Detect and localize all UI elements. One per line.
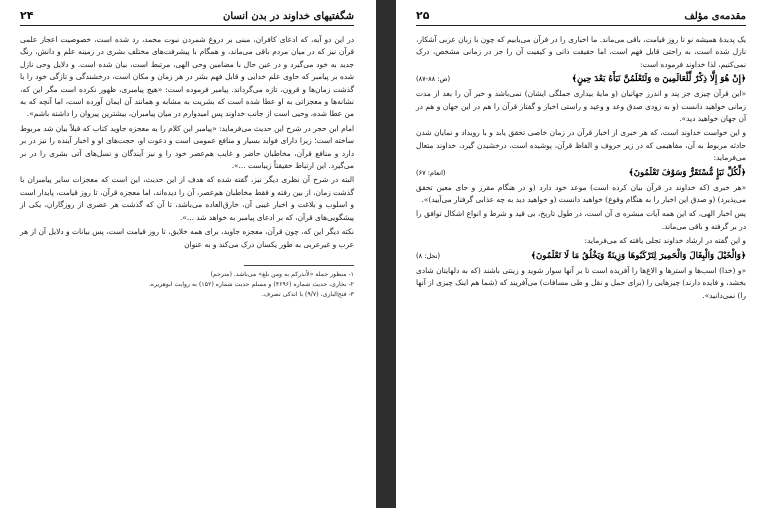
left-paragraph-4: نکته دیگر این که، چون قرآن، معجزه جاوید، برای همه خلایق، تا روز قیامت است، پس بیانات و دلایل آن از هر عرب و غیرعربی به طور یکسان درک می‌کند و به عنوان	[20, 227, 354, 249]
right-paragraph-5: پس اخبار الهی، که این همه آیات مبشره ی آن است، در طول تاریخ، بی قید و شرط و انواع اشکال توافق را در بر گرفته و باقی می‌ماند.	[416, 209, 746, 231]
right-page-number: ۲۵	[416, 9, 430, 22]
left-page	[0, 0, 376, 508]
footnote-2: ۲- بخاری، حدیث شماره (۴۶۹۶) و مسلم حدیث شماره (۱۵۲) به روایت ابوهریره.	[148, 280, 354, 288]
right-paragraph-1: یک پدیدهٔ همیشه نو تا روز قیامت، باقی می‌ماند. ما اخباری را در قرآن می‌یابیم که چون با زبان عربی آشکار، نازل شده است، به راحتی قابل فهم است، اما حقیقت ذاتی و کیفیت آن را جز در زمانی مشخص، درک نمی‌کنیم، لذا خداوند فرموده است:	[416, 35, 746, 69]
right-paragraph-2: «این قرآن چیزی جز پند و اندرز جهانیان (و مایهٔ بیداری جملگی ایشان) نمی‌باشد و خبر آن را بعد از مدت زمانی خواهید دانست (و به زودی صدق وعد و وعید و راستی اخبار و گفتار قرآن را هم در این جهان و هم در آن جهان خواهید دید».	[416, 89, 746, 124]
footnote-3: ۳- فتح‌الباری، (۹/۷) با اندکی تصرف.	[261, 290, 354, 298]
left-paragraph-3: البته در شرح آن نظری دیگر نیز، گفته شده که هدف از این حدیث، این است که معجزات سایر پیامبران با گذشت زمان، از بین رفته و فقط مخاطبان هم‌عصر، آن را دیده‌اند، اما معجزه قرآن، تا روز قیامت، پایدار است و اسلوب و بلاغت و اخبار غیبی آن، خارق‌العاده می‌باشد، تا آن که گذشت هر عصری از روزگاران، یکی از پیشگویی‌های قرآن، که بر ادعای پیامبر به خواهد شد ...».	[20, 175, 354, 222]
right-page	[396, 0, 768, 508]
footnote-1: ۱- منظور جمله «لاُنذرکم به ومن بلغ» می‌باشد. (مترجم)	[210, 270, 354, 278]
quran-verse-3	[416, 250, 746, 263]
verse-2-text: ﴿لِّكُلِّ نَبَإٍ مُّسْتَقَرٌّ وَسَوْفَ تَعْلَمُونَ﴾	[628, 167, 746, 178]
book-gutter	[376, 0, 396, 508]
right-paragraph-7: «و (خدا) اسب‌ها و استرها و الاغ‌ها را آفریده است تا بر آنها سوار شوید و زینتی باشند (که به دلهایتان شادی بخشد، و فایده دارند) چیزهایی را (برای حمل و نقل و طی مسافات) می‌آفریند که (شما هم اینک چیزی از آنها را) نمی‌دانید».	[416, 265, 746, 300]
right-paragraph-3: و این خواست خداوند است، که هر خبری از اخبار قرآن در زمان خاصی تحقق یابد و با رویداد و نمایان شدن حادثه مربوط به آن، مفاهیمی که در زیر حروف و الفاظ قرآن، پوشیده است، درخشیدن گیرد، خداوند متعال می‌فرماید:	[416, 128, 746, 163]
left-paragraph-2: امام ابن حجر در شرح این حدیث می‌فرماید: «پیامبر این کلام را به معجزه جاوید کتاب که قبلاً بیان شد مربوط ساخته است؛ زیرا دارای فواید بسیار و منافع عمومی است و دعوت او، حجت‌های او و اخبار آینده را نیز در بر دارد و منافع قرآن، مخاطبان حاضر و غایب هم‌عصر خود را و نیز آیندگان و نسل‌های آتی بشری را در بر می‌گیرد. این ارتباط حقیقتاً زیباست ...».	[20, 123, 354, 171]
left-page-header	[20, 8, 354, 26]
verse-1-reference: (ص: ۸۸-۸۷)	[416, 75, 451, 84]
right-paragraph-4: «هر خبری (که خداوند در قرآن بیان کرده است) موعد خود دارد (و در هنگام مقرر و جای معین تحقق می‌پذیرد) (و صدق این اخبار را به هنگام وقوع) خواهید دانست (و خواهید دید به چه عذابی گرفتار می‌آیید)».	[416, 182, 746, 205]
quran-verse-1	[416, 73, 746, 86]
quran-verse-2	[416, 167, 746, 180]
right-paragraph-6: و این گفته در ارشاد خداوند تجلی یافته که می‌فرماید:	[584, 236, 746, 246]
left-paragraph-1: در این دو آیه، که ادعای کافران، مبنی بر دروغ شمردن نبوت محمد، رد شده است، خصوصیت اعجاز علمی قرآن نیز که در میان مردم باقی می‌ماند، و همگام با پیشرفت‌های مختلف بشری در زمینه علم و دانش، رنگ جدید به خود می‌گیرد و در عین حال با مضامین وحی الهی، مرتبط است، بیان شده است. و دلایل وحی نازل شده بر پیامبر که حاوی علم خدایی و قابل فهم بشر در هر زمان و مکان است، درخشندگی و تازگی خود را با گذشت زمان‌ها و قرون، تازه می‌گرداند. پیامبر فرموده است: «هیچ پیامبری، ظهور نکرده است مگر این که، نشانه‌ها و معجزاتی به او عطا شده است که بشریت به مشابه و همانند آن ایمان آورده است، اما آنچه که به من عطا شده، وحیی است از جانب خداوند پس امیدوارم در میان پیامبران، بیشترین پیروان را داشته باشم».	[20, 35, 354, 119]
verse-3-text: ﴿وَالْخَيْلَ وَالْبِغَالَ وَالْحَمِيرَ لِتَرْكَبُوهَا وَزِينَةً وَيَخْلُقُ مَا لَا تَعْلَمُونَ﴾	[530, 250, 746, 261]
right-page-header	[416, 8, 746, 26]
verse-1-text: ﴿إِنْ هُوَ إِلَّا ذِكْرٌ لِّلْعَالَمِينَ ۞ وَلَتَعْلَمُنَّ نَبَأَهُ بَعْدَ حِينٍ﴾	[571, 74, 746, 85]
verse-3-reference: (نحل: ۸)	[416, 251, 441, 260]
verse-2-reference: (انعام: ۶۷)	[416, 168, 446, 177]
footnote-divider	[244, 265, 354, 266]
left-page-number: ۲۴	[20, 9, 34, 22]
right-header-title: مقدمه‌ی مؤلف	[684, 11, 746, 22]
left-header-title: شگفتیهای خداوند در بدن انسان	[222, 11, 354, 22]
